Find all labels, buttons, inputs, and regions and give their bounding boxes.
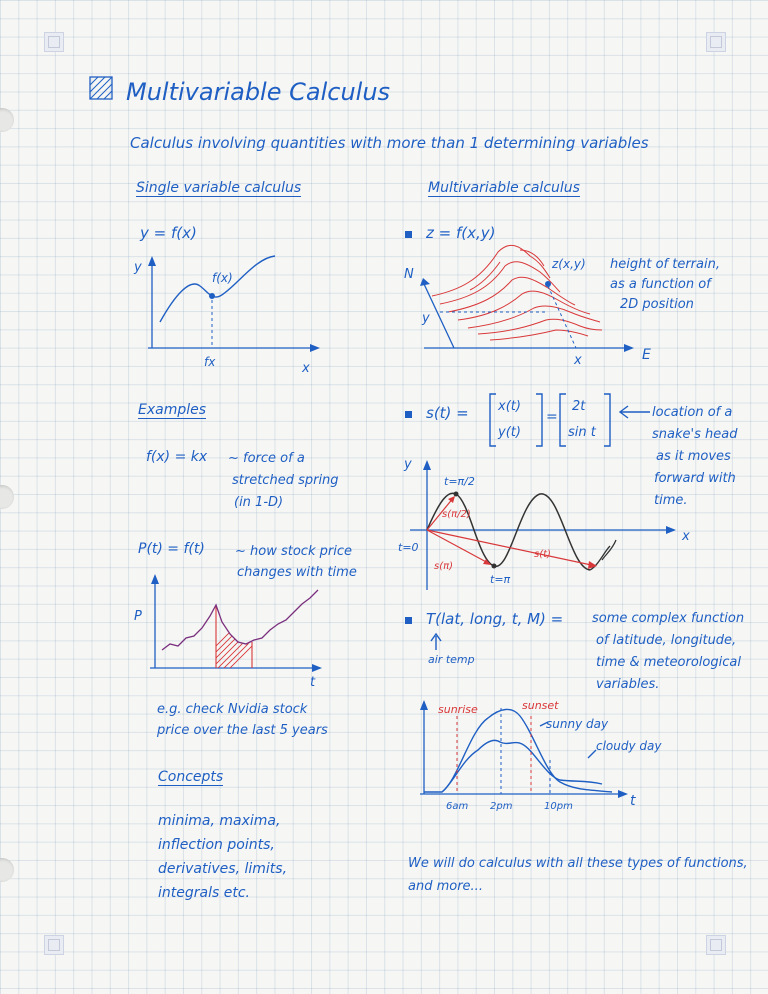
terrain-e-label: E (642, 347, 651, 363)
temp-tick-2pm: 2pm (490, 801, 513, 812)
concepts-line-1: minima, maxima, (158, 813, 281, 829)
footer-line-1: We will do calculus with all these types of functions, (408, 856, 748, 871)
temp-arrow-label: air temp (428, 653, 475, 666)
snake-y-label: y (404, 457, 412, 472)
snake-t-pi-label: t=π (490, 573, 511, 586)
snake-t-half-label: t=π/2 (444, 475, 475, 488)
stock-note-2: changes with time (237, 565, 357, 580)
single-y-axis-label: y (134, 260, 142, 275)
concepts-line-4: integrals etc. (158, 885, 250, 901)
snake-2t: 2t (572, 399, 586, 414)
single-heading: Single variable calculus (136, 180, 302, 196)
spring-note-2: stretched spring (232, 473, 339, 488)
snake-eq-mid: = (546, 409, 558, 425)
multi-heading: Multivariable calculus (428, 180, 580, 196)
terrain-point-label: z(x,y) (552, 257, 586, 271)
temp-note-4: variables. (596, 677, 660, 692)
page-subtitle: Calculus involving quantities with more than 1 determining variables (130, 134, 649, 152)
snake-note-1: location of a (652, 405, 733, 420)
snake-x-label: x (682, 529, 690, 544)
single-equation: y = f(x) (140, 224, 197, 242)
snake-note-5: time. (654, 493, 688, 508)
temp-sunset-label: sunset (522, 699, 559, 712)
temp-sunrise-label: sunrise (438, 703, 478, 716)
single-x-axis-label: x (302, 361, 310, 376)
snake-s-pi-label: s(π) (434, 561, 454, 572)
footer-line-2: and more... (408, 879, 483, 894)
snake-note-2: snake's head (652, 427, 738, 442)
spring-note-1: ~ force of a (228, 451, 305, 466)
snake-s-half-label: s(π/2) (442, 509, 471, 520)
spring-equation: f(x) = kx (146, 449, 208, 465)
page-title: Multivariable Calculus (126, 78, 391, 106)
concepts-line-3: derivatives, limits, (158, 861, 288, 877)
terrain-n-label: N (404, 267, 414, 282)
temp-sunny-label: sunny day (546, 717, 609, 731)
temp-t-axis-label: t (630, 793, 636, 809)
nvidia-note-2: price over the last 5 years (157, 723, 328, 738)
nvidia-note-1: e.g. check Nvidia stock (157, 702, 308, 717)
stock-t-axis-label: t (310, 675, 316, 690)
single-x-tick: fx (204, 355, 216, 369)
temp-tick-10pm: 10pm (544, 801, 573, 812)
snake-t-zero-label: t=0 (398, 541, 419, 554)
stock-p-axis-label: P (134, 609, 142, 624)
snake-note-4: forward with (654, 471, 736, 486)
temp-note-3: time & meteorological (596, 655, 741, 670)
stock-equation: P(t) = f(t) (138, 541, 205, 557)
terrain-x-label: x (574, 353, 582, 368)
single-fx-label: f(x) (212, 271, 233, 285)
spring-note-3: (in 1-D) (234, 495, 284, 510)
snake-note-3: as it moves (656, 449, 731, 464)
temp-cloudy-label: cloudy day (596, 739, 662, 753)
snake-eq-lhs: s(t) = (426, 404, 469, 422)
temp-note-2: of latitude, longitude, (596, 633, 737, 648)
stock-note-1: ~ how stock price (235, 544, 352, 559)
examples-heading: Examples (138, 402, 207, 418)
temp-tick-6am: 6am (446, 801, 469, 812)
terrain-note-2: as a function of (610, 277, 711, 292)
snake-sin-t: sin t (568, 425, 596, 440)
snake-y-of-t: y(t) (498, 425, 521, 440)
terrain-note-1: height of terrain, (610, 257, 720, 272)
multi-equation: z = f(x,y) (426, 224, 496, 242)
temp-equation: T(lat, long, t, M) = (426, 610, 564, 628)
snake-x-of-t: x(t) (498, 399, 521, 414)
terrain-y-label: y (422, 311, 430, 326)
concepts-heading: Concepts (158, 769, 224, 785)
concepts-line-2: inflection points, (158, 837, 275, 853)
temp-note-1: some complex function (592, 611, 745, 626)
terrain-note-3: 2D position (620, 297, 694, 312)
snake-s-t-label: s(t) (534, 549, 551, 560)
